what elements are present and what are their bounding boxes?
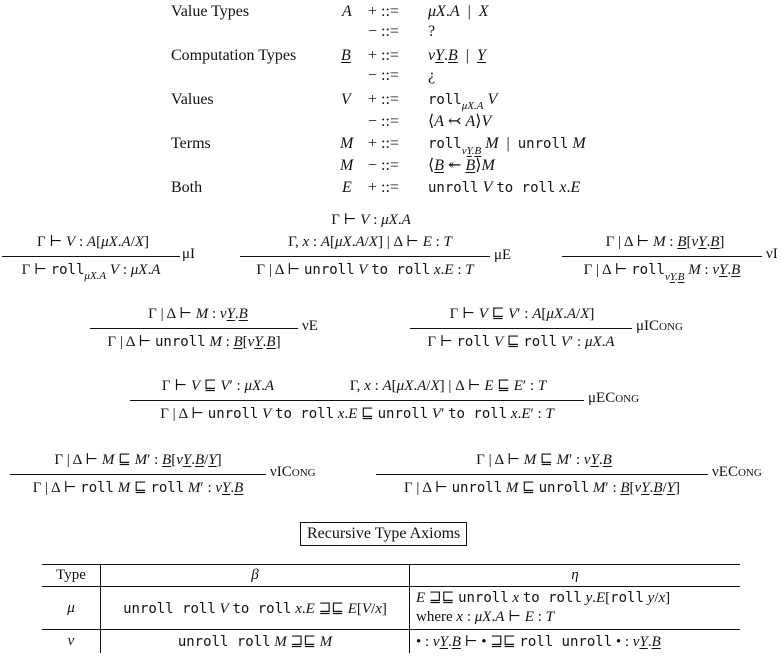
grammar-operator: + ::= [368, 135, 399, 152]
grammar-label-computation-types: Computation Types [171, 47, 297, 64]
rule-conclusion: Γ | Δ ⊢ roll$_{\nu Y.B}$ M : νY.B [583, 262, 741, 283]
grammar-production: μX.A | X [428, 3, 489, 20]
grammar-production: roll$_{\mu X.A}$ V [428, 91, 498, 112]
rule-conclusion: Γ | Δ ⊢ unroll V to roll x.E : T [256, 262, 474, 278]
rule-conclusion: Γ | Δ ⊢ roll M ⊑ roll M′ : νY.B [32, 480, 244, 496]
rule-name: μECong [588, 390, 640, 406]
grammar-symbol: E [342, 179, 352, 196]
rule-nu-intro-cong [8, 450, 338, 506]
cell-beta: unroll roll V to roll x.E ⊒⊑ E[V/x] [101, 587, 410, 630]
rule-name: μICong [636, 318, 683, 334]
rule-name: νE [302, 318, 318, 334]
rule-conclusion: Γ ⊢ roll V ⊑ roll V′ : μX.A [427, 334, 615, 350]
header-beta: β [101, 565, 410, 587]
header-type: Type [42, 565, 101, 587]
rule-mu-intro [0, 232, 200, 288]
rule-bar [410, 328, 632, 329]
rule-premise-top: Γ ⊢ V : μX.A [331, 212, 411, 228]
rule-bar [2, 256, 180, 257]
rule-nu-elim [88, 304, 348, 360]
grammar-operator: − ::= [368, 113, 399, 130]
rule-nu-elim-cong [374, 450, 782, 506]
grammar-label-both: Both [171, 179, 203, 196]
rule-name: μI [182, 246, 196, 262]
cell-eta: • : νY.B ⊢ • ⊒⊑ roll unroll • : νY.B [416, 634, 661, 650]
eta-line-2: where x : μX.A ⊢ E : T [416, 609, 554, 625]
rule-conclusion: Γ | Δ ⊢ unroll M ⊑ unroll M′ : B[νY.B/Y] [403, 480, 680, 496]
rule-bar [562, 256, 762, 257]
rule-mu-elim [238, 210, 528, 290]
rule-premise: Γ ⊢ V ⊑ V′ : A[μX.A/X] [449, 306, 595, 322]
rule-bar [10, 474, 266, 475]
rule-premise: Γ | Δ ⊢ M ⊑ M′ : B[νY.B/Y] [54, 452, 222, 468]
rule-conclusion: Γ ⊢ roll$_{\mu X.A}$ V : μX.A [21, 262, 161, 282]
rule-name: νI [766, 246, 778, 262]
rule-premise: Γ | Δ ⊢ M : νY.B [148, 306, 248, 322]
grammar-symbol: A [342, 3, 352, 20]
rule-conclusion: Γ | Δ ⊢ unroll V to roll x.E ⊑ unroll V′ to roll x.E′ : T [160, 406, 554, 422]
grammar-production: ¿ [428, 67, 436, 84]
grammar-label-values: Values [171, 91, 214, 108]
rule-premise-2: Γ, x : A[μX.A/X] | Δ ⊢ E ⊑ E′ : T [349, 378, 547, 394]
grammar-symbol: V [341, 91, 351, 108]
rule-bar [130, 400, 584, 401]
grammar-operator: − ::= [368, 23, 399, 40]
grammar-production: roll$_{\nu Y.B}$ M | unroll M [428, 135, 586, 157]
rule-name: μE [494, 247, 512, 263]
cell-beta: unroll roll M ⊒⊑ M [101, 630, 410, 654]
grammar-operator: − ::= [368, 157, 399, 174]
rule-premise: Γ | Δ ⊢ M : B[νY.B] [605, 234, 725, 250]
rule-name: νICong [270, 464, 316, 480]
axioms-title: Recursive Type Axioms [300, 522, 467, 546]
grammar-operator: + ::= [368, 91, 399, 108]
grammar-production: ⟨A ↢ A⟩V [428, 113, 492, 130]
rule-nu-intro [560, 232, 784, 288]
cell-type: ν [42, 630, 101, 654]
cell-type: μ [42, 587, 101, 630]
grammar-operator: + ::= [368, 3, 399, 20]
grammar-operator: + ::= [368, 179, 399, 196]
table-row [42, 587, 740, 630]
rule-mu-elim-cong [128, 376, 668, 432]
grammar-symbol: M [340, 135, 354, 152]
rule-conclusion: Γ | Δ ⊢ unroll M : B[νY.B] [107, 334, 281, 350]
grammar-label-terms: Terms [171, 135, 211, 152]
rule-premise: Γ, x : A[μX.A/X] | Δ ⊢ E : T [288, 234, 452, 250]
rule-bar [240, 256, 490, 257]
rule-bar [376, 474, 708, 475]
rule-name: νECong [712, 464, 762, 480]
table-header-row [42, 565, 740, 587]
grammar-operator: − ::= [368, 67, 399, 84]
header-eta: η [410, 565, 741, 587]
grammar-production: ? [428, 23, 436, 40]
rule-premise: Γ ⊢ V : A[μX.A/X] [36, 234, 150, 250]
rule-premise: Γ | Δ ⊢ M ⊑ M′ : νY.B [476, 452, 612, 468]
eta-line-1: E ⊒⊑ unroll x to roll y.E[roll y/x] [416, 590, 671, 606]
axioms-table [42, 564, 740, 653]
table-row [42, 630, 740, 654]
grammar-symbol: M [340, 157, 354, 174]
rule-premise-1: Γ ⊢ V ⊑ V′ : μX.A [161, 378, 275, 394]
grammar-operator: + ::= [368, 47, 399, 64]
grammar-symbol: B [341, 47, 351, 64]
grammar-production: ⟨B ↞ B⟩M [428, 157, 495, 174]
grammar-production: unroll V to roll x.E [428, 179, 581, 196]
rule-bar [90, 328, 298, 329]
rule-mu-intro-cong [408, 304, 708, 360]
grammar-production: νY.B | Y [428, 47, 486, 64]
cell-eta [410, 587, 741, 630]
grammar-label-value-types: Value Types [171, 3, 250, 20]
